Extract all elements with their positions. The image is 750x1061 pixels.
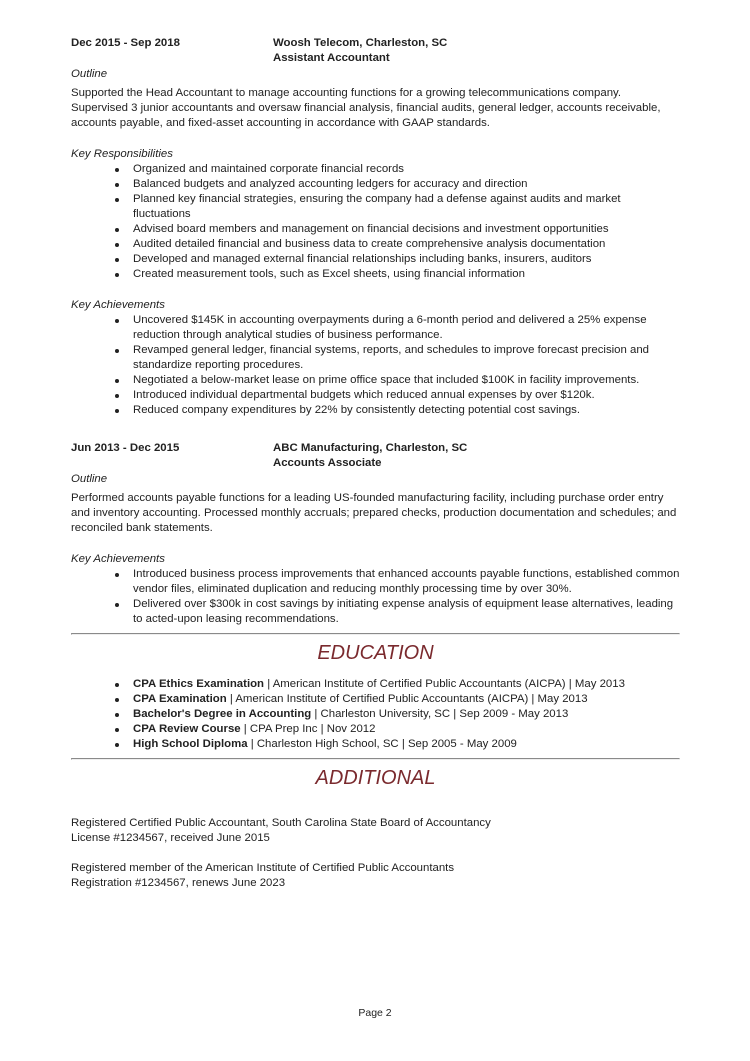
list-item: CPA Examination | American Institute of Certified Public Accountants (AICPA) | May 2013 [71, 692, 680, 707]
responsibilities-label: Key Responsibilities [71, 148, 173, 160]
list-item: CPA Ethics Examination | American Institute of Certified Public Accountants (AICPA) | May 2013 [71, 677, 680, 692]
list-item: Balanced budgets and analyzed accounting ledgers for accuracy and direction [71, 177, 680, 192]
job-entry [71, 36, 680, 418]
entry-line: License #1234567, received June 2015 [71, 832, 270, 844]
list-item: Uncovered $145K in accounting overpayments during a 6-month period and delivered a 25% expense reduction through analytical studies of business performance. [71, 313, 680, 343]
additional-entry [71, 816, 680, 846]
job-company: Woosh Telecom, Charleston, SC [273, 37, 448, 49]
outline-text: Supported the Head Accountant to manage accounting functions for a growing telecommunications company. Supervised 3 junior accountants and oversaw financial analysis, financial audits, general ledger, accounts receivable, accounts payable, and fixed-asset accounting in accordance with GAAP standards. [71, 87, 661, 129]
list-item: Planned key financial strategies, ensuring the company had a defense against audits and market fluctuations [71, 192, 680, 222]
list-item: Developed and managed external financial relationships including banks, insurers, auditors [71, 252, 680, 267]
list-item: Revamped general ledger, financial systems, reports, and schedules to improve forecast precision and standardize reporting procedures. [71, 343, 680, 373]
education-list [71, 677, 680, 752]
list-item: Introduced individual departmental budgets which reduced annual expenses by over $120k. [71, 388, 680, 403]
additional-section [71, 758, 680, 891]
job-title: Accounts Associate [273, 457, 382, 469]
list-item: Bachelor's Degree in Accounting | Charleston University, SC | Sep 2009 - May 2013 [71, 707, 680, 722]
achievements-list [71, 313, 680, 418]
list-item: Negotiated a below-market lease on prime office space that included $100K in facility improvements. [71, 373, 680, 388]
list-item: Organized and maintained corporate financial records [71, 162, 680, 177]
achievements-label: Key Achievements [71, 553, 165, 565]
outline-label: Outline [71, 68, 108, 80]
list-item: Audited detailed financial and business data to create comprehensive analysis documentation [71, 237, 680, 252]
achievements-list [71, 567, 680, 627]
section-divider [71, 758, 680, 760]
entry-line: Registered member of the American Institute of Certified Public Accountants [71, 862, 455, 874]
list-item: High School Diploma | Charleston High School, SC | Sep 2005 - May 2009 [71, 737, 680, 752]
job-dates: Dec 2015 - Sep 2018 [71, 37, 180, 49]
list-item: Reduced company expenditures by 22% by consistently detecting potential cost savings. [71, 403, 680, 418]
job-entry [71, 441, 680, 627]
job-header [71, 441, 680, 471]
entry-line: Registration #1234567, renews June 2023 [71, 877, 286, 889]
job-title: Assistant Accountant [273, 52, 390, 64]
resume-page [71, 36, 680, 891]
section-title: ADDITIONAL [315, 767, 436, 789]
additional-entry [71, 861, 680, 891]
job-company: ABC Manufacturing, Charleston, SC [273, 442, 468, 454]
achievements-label: Key Achievements [71, 299, 165, 311]
list-item: CPA Review Course | CPA Prep Inc | Nov 2012 [71, 722, 680, 737]
responsibilities-list [71, 162, 680, 282]
list-item: Advised board members and management on financial decisions and investment opportunities [71, 222, 680, 237]
section-title: EDUCATION [317, 642, 434, 664]
job-dates: Jun 2013 - Dec 2015 [71, 442, 180, 454]
list-item: Created measurement tools, such as Excel sheets, using financial information [71, 267, 680, 282]
list-item: Introduced business process improvements that enhanced accounts payable functions, established common vendor files, eliminated duplication and reducing monthly processing time by over 30%. [71, 567, 680, 597]
job-header [71, 36, 680, 66]
outline-label: Outline [71, 473, 108, 485]
outline-text: Performed accounts payable functions for a leading US-founded manufacturing facility, including purchase order entry and inventory accounting. Processed monthly accruals; prepared checks, production documentation and schedules; and reconciled bank statements. [71, 492, 677, 534]
page-number: Page 2 [358, 1007, 392, 1019]
list-item: Delivered over $300k in cost savings by initiating expense analysis of equipment lease alternatives, leading to acted-upon leasing recommendations. [71, 597, 680, 627]
education-section [71, 633, 680, 752]
section-divider [71, 633, 680, 635]
entry-line: Registered Certified Public Accountant, South Carolina State Board of Accountancy [71, 817, 491, 829]
